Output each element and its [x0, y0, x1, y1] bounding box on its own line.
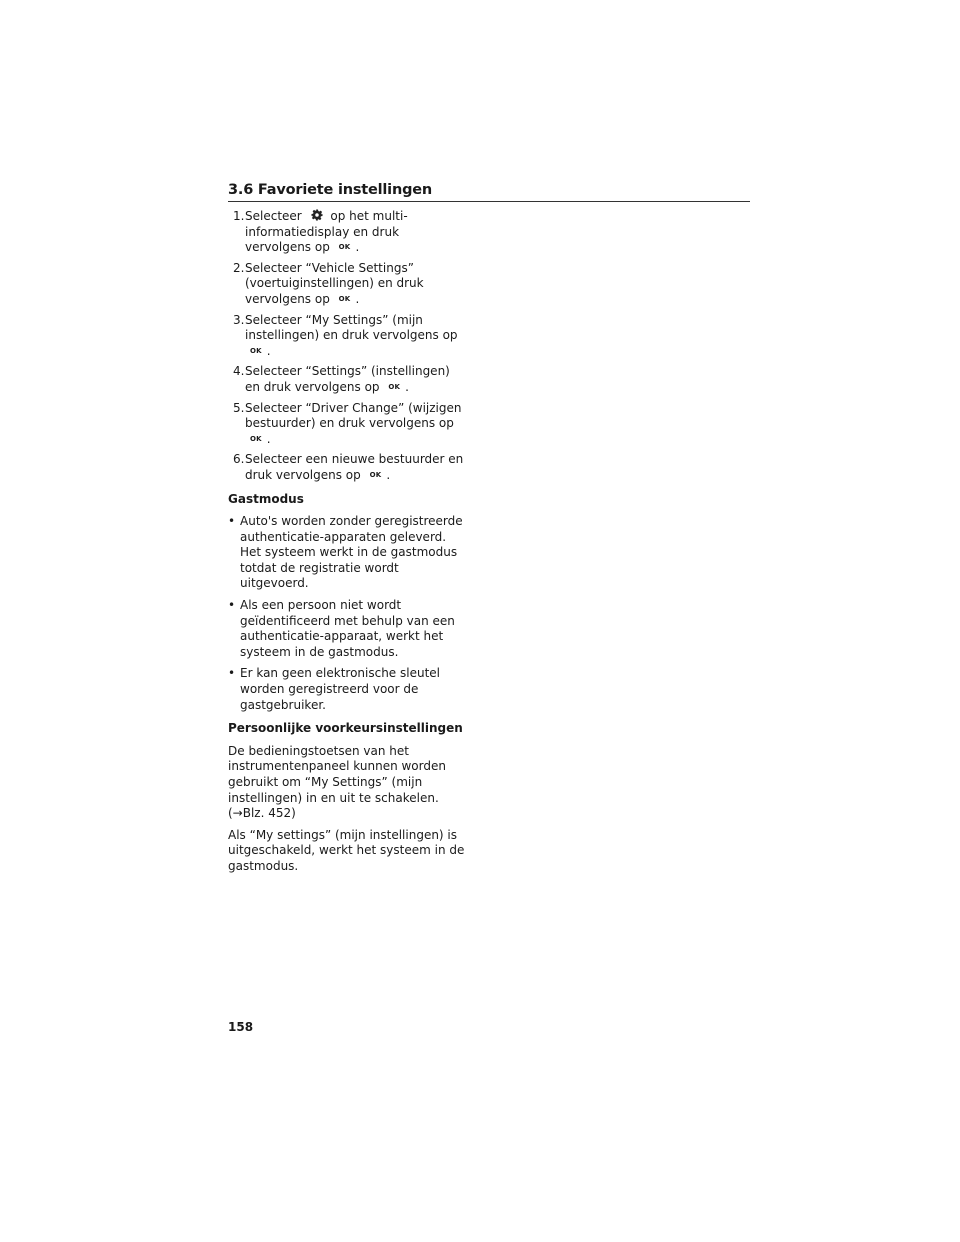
- step-item: [228, 261, 468, 308]
- list-item-text: Als een persoon niet wordt geïdentificeerd met behulp van een authenticatie-apparaat, werkt het systeem in de gastmodus.: [240, 598, 455, 659]
- persoonlijk-paragraph-2: Als “My settings” (mijn instellingen) is uitgeschakeld, werkt het systeem in de gastmodus.: [228, 827, 465, 873]
- step-end: .: [266, 431, 271, 446]
- step-item: [228, 364, 468, 395]
- persoonlijk-paragraph-1: [228, 744, 468, 822]
- bullet-icon: •: [228, 666, 236, 681]
- ok-button-icon: OK: [338, 243, 351, 252]
- step-end: .: [266, 343, 271, 358]
- step-text-cont: op het multi-informatiedisplay en druk vervolgens op: [245, 209, 408, 255]
- step-number: 2.: [233, 260, 245, 275]
- main-column: [228, 209, 468, 881]
- list-item-text: Auto's worden zonder geregistreerde authenticatie-apparaten geleverd. Het systeem werkt in de gastmodus totdat de registratie wordt uitgevoerd.: [240, 514, 463, 591]
- list-item-text: Er kan geen elektronische sleutel worden geregistreerd voor de gastgebruiker.: [240, 666, 440, 712]
- step-number: 3.: [233, 312, 245, 327]
- step-number: 1.: [233, 209, 245, 223]
- page-number: 158: [228, 1020, 254, 1034]
- ok-button-icon: OK: [369, 470, 382, 479]
- bullet-icon: •: [228, 514, 236, 529]
- step-number: 4.: [233, 364, 245, 379]
- gastmodus-list: [228, 514, 468, 713]
- page-reference-link[interactable]: (→Blz. 452): [228, 806, 296, 821]
- ok-button-icon: OK: [338, 294, 351, 303]
- step-end: .: [386, 467, 391, 482]
- step-text: Selecteer “Vehicle Settings” (voertuiginstellingen) en druk vervolgens op: [245, 260, 424, 306]
- paragraph-text: De bedieningstoetsen van het instrumentenpaneel kunnen worden gebruikt om “My Settings” (mijn instellingen) in en uit te schakelen.: [228, 743, 446, 805]
- step-item: [228, 209, 468, 256]
- step-item: [228, 401, 468, 448]
- step-end: .: [355, 240, 360, 255]
- step-end: .: [405, 379, 409, 394]
- step-number: 5.: [233, 400, 245, 415]
- gear-icon: [311, 209, 323, 221]
- step-text: Selecteer een nieuwe bestuurder en druk vervolgens op: [245, 452, 464, 482]
- gastmodus-heading: Gastmodus: [228, 491, 304, 506]
- ok-button-icon: OK: [250, 434, 262, 443]
- section-title: 3.6 Favoriete instellingen: [228, 182, 433, 198]
- list-item: [228, 666, 468, 713]
- ok-button-icon: OK: [250, 346, 262, 355]
- step-end: .: [355, 291, 360, 306]
- step-text: Selecteer: [245, 209, 302, 223]
- step-item: [228, 313, 468, 360]
- list-item: [228, 514, 468, 592]
- step-text: Selecteer “My Settings” (mijn instellingen) en druk vervolgens op: [245, 312, 458, 343]
- section-header: [228, 179, 750, 202]
- bullet-icon: •: [228, 598, 236, 613]
- list-item: [228, 598, 468, 660]
- step-item: [228, 452, 468, 483]
- ok-button-icon: OK: [388, 382, 401, 391]
- step-number: 6.: [233, 452, 245, 467]
- steps-list: [228, 209, 468, 484]
- step-text: Selecteer “Settings” (instellingen) en druk vervolgens op: [245, 364, 450, 394]
- step-text: Selecteer “Driver Change” (wijzigen bestuurder) en druk vervolgens op: [245, 400, 462, 431]
- persoonlijk-heading: Persoonlijke voorkeursinstellingen: [228, 721, 463, 736]
